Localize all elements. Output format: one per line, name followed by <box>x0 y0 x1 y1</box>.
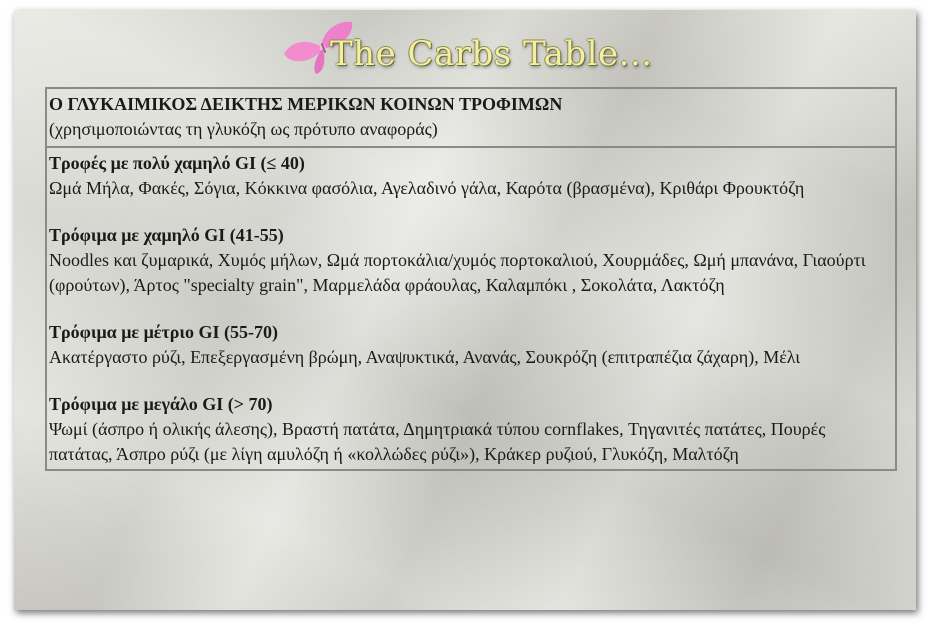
page-title: The Carbs Table... <box>330 34 653 74</box>
table-heading: Ο ΓΛΥΚΑΙΜΙΚΟΣ ΔΕΙΚΤΗΣ ΜΕΡΙΚΩΝ ΚΟΙΝΩΝ ΤΡΟΦΙΜΩΝ <box>49 94 563 114</box>
table-header-cell <box>47 89 895 148</box>
group-title: Τρόφιμα με μέτριο GI (55-70) <box>49 322 278 342</box>
gi-group-very-low <box>49 151 892 201</box>
group-title: Τρόφιμα με χαμηλό GI (41-55) <box>49 225 284 245</box>
gi-group-high <box>49 392 892 467</box>
table-body-cell <box>47 148 895 469</box>
group-items: Ψωμί (άσπρο ή ολικής άλεσης), Βραστή πατάτα, Δημητριακά τύπου cornflakes, Τηγανιτές πατάτες, Πουρές πατάτας, Άσπρο ρύζι (με λίγη αμυλόζη ή «κολλώδες ρύζι»), Κράκερ ρυζιού, Γλυκόζη, Μαλτόζη <box>49 419 826 464</box>
paper-background <box>14 10 916 610</box>
gi-group-low <box>49 223 892 298</box>
group-title: Τροφές με πολύ χαμηλό GI (≤ 40) <box>49 153 305 173</box>
gi-group-medium <box>49 320 892 370</box>
group-title: Τρόφιμα με μεγάλο GI (> 70) <box>49 394 273 414</box>
group-items: Ωμά Μήλα, Φακές, Σόγια, Κόκκινα φασόλια, Αγελαδινό γάλα, Καρότα (βρασμένα), Κριθάρι Φρουκτόζη <box>49 178 805 198</box>
page-header <box>282 16 662 82</box>
group-items: Noodles και ζυμαρικά, Χυμός μήλων, Ωμά πορτοκάλια/χυμός πορτοκαλιού, Χουρμάδες, Ωμή μπανάνα, Γιαούρτι (φρούτων), Άρτος "specialty grain", Μαρμελάδα φράουλας, Καλαμπόκι , Σοκολάτα, Λακτόζη <box>49 250 866 295</box>
group-items: Ακατέργαστο ρύζι, Επεξεργασμένη βρώμη, Αναψυκτικά, Ανανάς, Σουκρόζη (επιτραπέζια ζάχαρη), Μέλι <box>49 347 801 367</box>
gi-table <box>45 87 897 471</box>
table-subheading: (χρησιμοποιώντας τη γλυκόζη ως πρότυπο αναφοράς) <box>49 119 438 139</box>
